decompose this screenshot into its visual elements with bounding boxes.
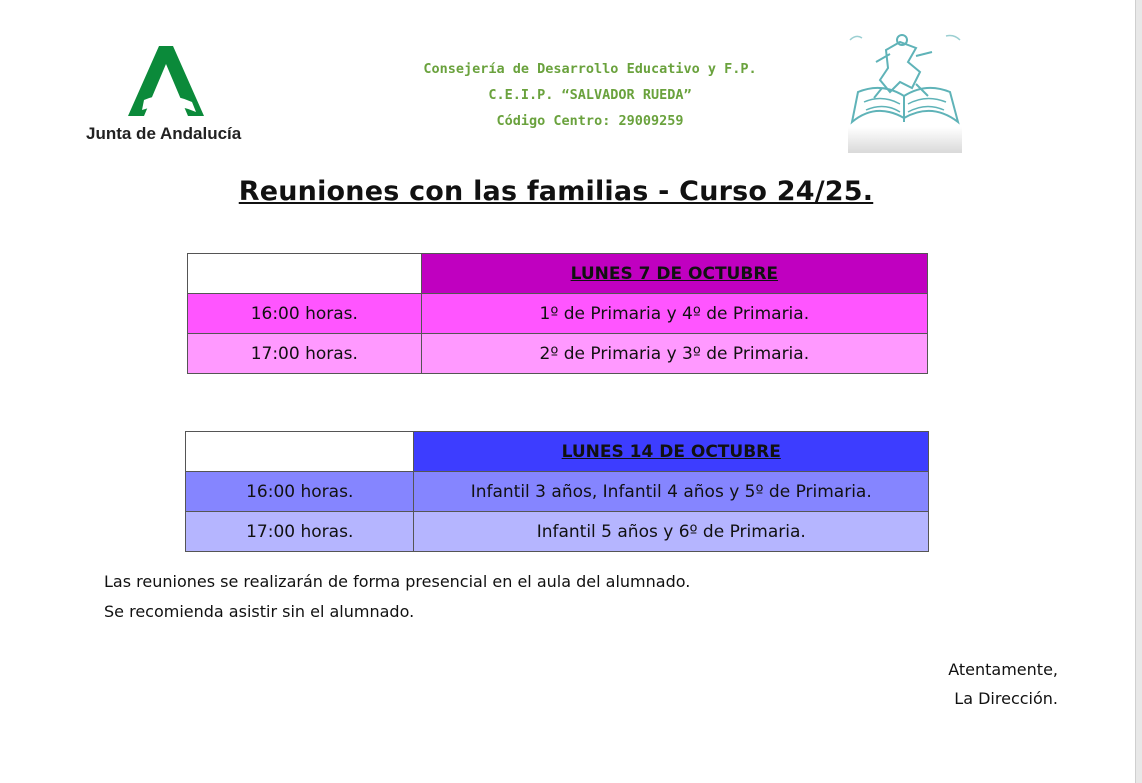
meeting-date: LUNES 7 DE OCTUBRE	[421, 254, 927, 294]
book-figures-icon	[846, 32, 964, 154]
time-cell: 17:00 horas.	[186, 512, 414, 552]
table-row	[188, 294, 928, 334]
meeting-table-2	[185, 431, 929, 552]
groups-cell: 2º de Primaria y 3º de Primaria.	[421, 334, 927, 374]
closing-line-1: Atentamente,	[948, 660, 1058, 679]
table-row	[188, 334, 928, 374]
meeting-table-1	[187, 253, 928, 374]
header-empty-cell	[186, 432, 414, 472]
time-cell: 17:00 horas.	[188, 334, 422, 374]
meeting-date: LUNES 14 DE OCTUBRE	[414, 432, 929, 472]
groups-cell: Infantil 3 años, Infantil 4 años y 5º de Primaria.	[414, 472, 929, 512]
page-title: Reuniones con las familias - Curso 24/25.	[238, 176, 874, 207]
time-cell: 16:00 horas.	[188, 294, 422, 334]
school-logo	[846, 32, 964, 154]
note-line-1: Las reuniones se realizarán de forma presencial en el aula del alumnado.	[104, 572, 691, 591]
table-row	[186, 512, 929, 552]
page-edge	[1135, 0, 1142, 783]
note-line-2: Se recomienda asistir sin el alumnado.	[104, 602, 415, 621]
table-header-row	[188, 254, 928, 294]
school-header	[380, 56, 800, 134]
junta-a-icon	[126, 42, 206, 120]
header-empty-cell	[188, 254, 422, 294]
junta-logo	[86, 42, 256, 152]
groups-cell: 1º de Primaria y 4º de Primaria.	[421, 294, 927, 334]
table-row	[186, 472, 929, 512]
code-line: Código Centro: 29009259	[496, 113, 684, 129]
groups-cell: Infantil 5 años y 6º de Primaria.	[414, 512, 929, 552]
school-line: C.E.I.P. “SALVADOR RUEDA”	[488, 87, 692, 103]
table-header-row	[186, 432, 929, 472]
org-name: Junta de Andalucía	[86, 124, 242, 143]
dept-line: Consejería de Desarrollo Educativo y F.P.	[423, 61, 757, 77]
closing-line-2: La Dirección.	[954, 689, 1058, 708]
time-cell: 16:00 horas.	[186, 472, 414, 512]
